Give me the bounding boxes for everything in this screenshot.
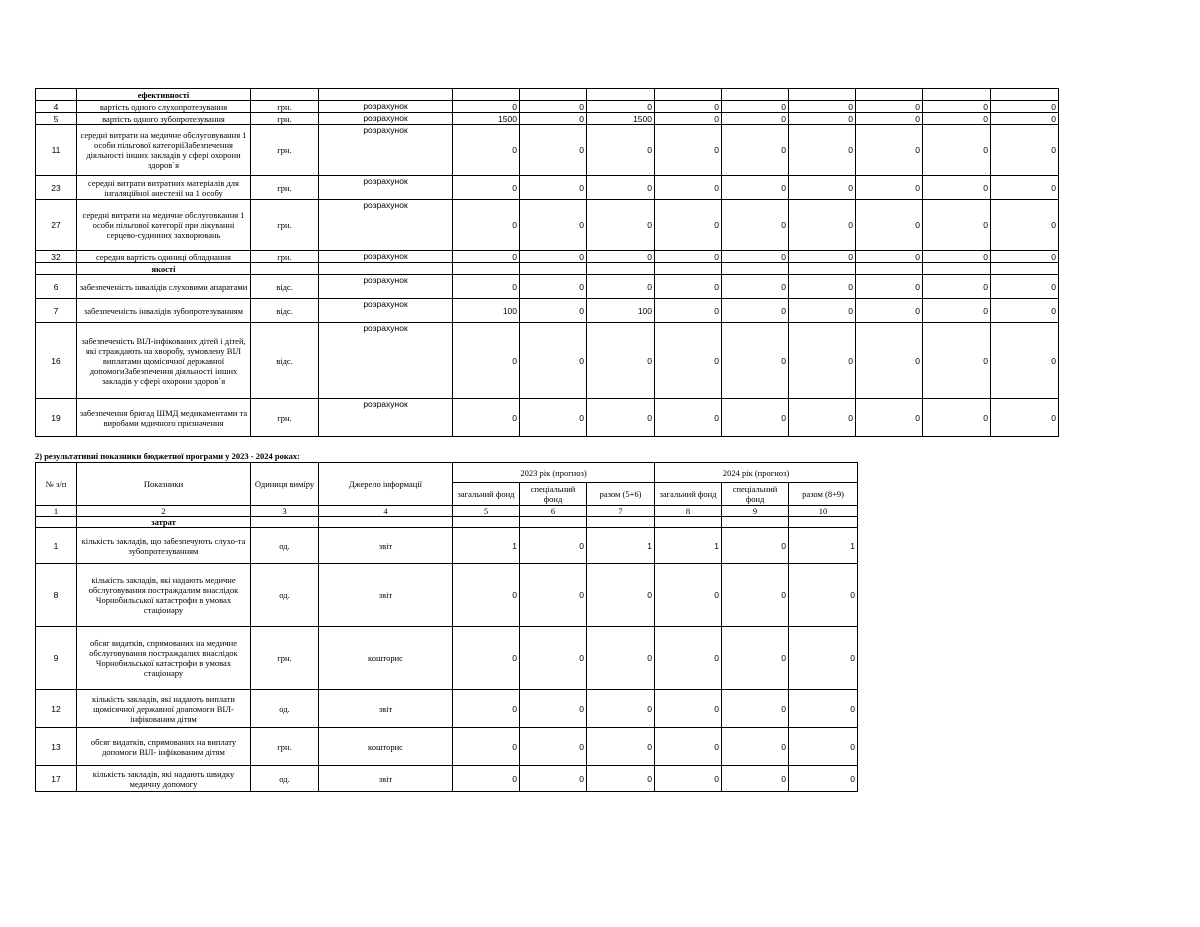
- value-cell: 0: [520, 113, 587, 125]
- value-cell: 0: [991, 200, 1059, 251]
- value-cell: 0: [789, 766, 858, 792]
- source-cell: розрахунок: [319, 323, 453, 399]
- row-number: 8: [36, 564, 77, 627]
- value-cell: 0: [722, 528, 789, 564]
- value-cell: 0: [453, 101, 520, 113]
- header-indicators: Показники: [77, 463, 251, 506]
- value-cell: 0: [453, 728, 520, 766]
- column-number: 1: [36, 506, 77, 517]
- table-row: [36, 766, 858, 792]
- value-cell: 0: [587, 200, 655, 251]
- header-unit: Одиниця виміру: [251, 463, 319, 506]
- row-number: 27: [36, 200, 77, 251]
- indicator-name: середні витрати на медичне обслуговування 1 особи пільгової категоріїЗабезпечення діяльності інших закладів у сфері охорони здоров`я: [77, 125, 251, 176]
- indicator-name: середні витрати на медичне обслуговкання 1 особи пільгової категорії при лікуванні серцево-судинних захворювань: [77, 200, 251, 251]
- empty-cell: [319, 263, 453, 275]
- value-cell: 0: [520, 275, 587, 299]
- value-cell: 0: [587, 251, 655, 263]
- row-number: 13: [36, 728, 77, 766]
- row-number: 17: [36, 766, 77, 792]
- value-cell: 0: [520, 690, 587, 728]
- empty-cell: [991, 89, 1059, 101]
- indicator-name: кількість закладів, які надають виплати щомісячної державної доапомоги ВІЛ-інфікованим дітям: [77, 690, 251, 728]
- source-cell: розрахунок: [319, 176, 453, 200]
- header-total-2024: разом (8+9): [789, 483, 858, 506]
- header-no: № з/п: [36, 463, 77, 506]
- value-cell: 0: [991, 399, 1059, 437]
- section-2-title: 2) результативні показники бюджетної програми у 2023 - 2024 роках:: [35, 451, 300, 461]
- column-number: 10: [789, 506, 858, 517]
- empty-cell: [923, 89, 991, 101]
- unit-cell: од.: [251, 690, 319, 728]
- value-cell: 0: [856, 251, 923, 263]
- value-cell: 0: [991, 125, 1059, 176]
- header-general-fund-2023: загальний фонд: [453, 483, 520, 506]
- value-cell: 0: [789, 275, 856, 299]
- value-cell: 0: [722, 200, 789, 251]
- table-row: [36, 176, 1059, 200]
- value-cell: 100: [453, 299, 520, 323]
- indicator-name: обсяг видатків, спрямованих на виплату допомоги ВІЛ- інфікованим дітям: [77, 728, 251, 766]
- table-row: [36, 528, 858, 564]
- unit-cell: грн.: [251, 101, 319, 113]
- value-cell: 0: [722, 125, 789, 176]
- empty-cell: [655, 89, 722, 101]
- source-cell: розрахунок: [319, 113, 453, 125]
- value-cell: 0: [789, 728, 858, 766]
- empty-cell: [251, 89, 319, 101]
- value-cell: 0: [923, 399, 991, 437]
- row-number: 19: [36, 399, 77, 437]
- value-cell: 0: [789, 399, 856, 437]
- value-cell: 0: [789, 564, 858, 627]
- indicator-name: середні витрати витратних матеріалів для інгаляційної анестезії на 1 особу: [77, 176, 251, 200]
- results-indicators-table: [35, 462, 858, 792]
- value-cell: 0: [991, 275, 1059, 299]
- empty-cell: [722, 89, 789, 101]
- column-number: 3: [251, 506, 319, 517]
- value-cell: 0: [856, 323, 923, 399]
- table-row: [36, 323, 1059, 399]
- source-cell: звіт: [319, 766, 453, 792]
- value-cell: 1500: [587, 113, 655, 125]
- empty-cell: [520, 89, 587, 101]
- value-cell: 0: [453, 766, 520, 792]
- unit-cell: грн.: [251, 113, 319, 125]
- value-cell: 0: [856, 101, 923, 113]
- empty-cell: [251, 263, 319, 275]
- row-number: 4: [36, 101, 77, 113]
- unit-cell: од.: [251, 564, 319, 627]
- empty-cell: [36, 263, 77, 275]
- section-row: [36, 263, 1059, 275]
- value-cell: 0: [520, 564, 587, 627]
- value-cell: 0: [453, 275, 520, 299]
- value-cell: 0: [655, 299, 722, 323]
- section-label: ефективності: [77, 89, 251, 101]
- unit-cell: грн.: [251, 399, 319, 437]
- value-cell: 0: [587, 399, 655, 437]
- header-source: Джерело інформації: [319, 463, 453, 506]
- row-number: 12: [36, 690, 77, 728]
- unit-cell: відс.: [251, 323, 319, 399]
- value-cell: 0: [520, 125, 587, 176]
- empty-cell: [789, 263, 856, 275]
- value-cell: 0: [722, 299, 789, 323]
- section-row: [36, 89, 1059, 101]
- table-row: [36, 113, 1059, 125]
- value-cell: 0: [520, 176, 587, 200]
- row-number: 1: [36, 528, 77, 564]
- row-number: 11: [36, 125, 77, 176]
- empty-cell: [520, 263, 587, 275]
- table-row: [36, 275, 1059, 299]
- value-cell: 0: [923, 101, 991, 113]
- value-cell: 1: [655, 528, 722, 564]
- value-cell: 0: [520, 627, 587, 690]
- empty-cell: [856, 263, 923, 275]
- column-number: 9: [722, 506, 789, 517]
- value-cell: 0: [991, 113, 1059, 125]
- value-cell: 0: [587, 101, 655, 113]
- value-cell: 0: [655, 766, 722, 792]
- value-cell: 0: [923, 299, 991, 323]
- unit-cell: грн.: [251, 125, 319, 176]
- empty-cell: [36, 89, 77, 101]
- value-cell: 100: [587, 299, 655, 323]
- header-general-fund-2024: загальний фонд: [655, 483, 722, 506]
- empty-cell: [587, 89, 655, 101]
- value-cell: 0: [520, 200, 587, 251]
- table-row: [36, 125, 1059, 176]
- value-cell: 0: [453, 564, 520, 627]
- value-cell: 0: [587, 323, 655, 399]
- source-cell: розрахунок: [319, 275, 453, 299]
- value-cell: 0: [655, 399, 722, 437]
- table-row: [36, 299, 1059, 323]
- value-cell: 0: [655, 176, 722, 200]
- indicator-name: середня вартість одиниці обладнання: [77, 251, 251, 263]
- source-cell: кошторис: [319, 627, 453, 690]
- value-cell: 0: [587, 176, 655, 200]
- table-row: [36, 101, 1059, 113]
- value-cell: 0: [655, 125, 722, 176]
- row-number: 7: [36, 299, 77, 323]
- table-row: [36, 399, 1059, 437]
- value-cell: 0: [789, 200, 856, 251]
- value-cell: 0: [722, 275, 789, 299]
- value-cell: 0: [587, 627, 655, 690]
- table-row: [36, 251, 1059, 263]
- value-cell: 0: [722, 766, 789, 792]
- value-cell: 0: [453, 399, 520, 437]
- value-cell: 0: [453, 323, 520, 399]
- value-cell: 0: [520, 251, 587, 263]
- value-cell: 0: [655, 728, 722, 766]
- indicator-name: забезпеченість інвалідів зубопротезуванням: [77, 299, 251, 323]
- indicators-table-continued: [35, 88, 1059, 437]
- value-cell: 0: [991, 323, 1059, 399]
- value-cell: 1: [453, 528, 520, 564]
- column-number: 5: [453, 506, 520, 517]
- indicator-name: вартість одного слухопротезування: [77, 101, 251, 113]
- empty-cell: [722, 263, 789, 275]
- value-cell: 0: [923, 125, 991, 176]
- table-row: [36, 564, 858, 627]
- value-cell: 0: [856, 275, 923, 299]
- value-cell: 0: [789, 101, 856, 113]
- source-cell: розрахунок: [319, 251, 453, 263]
- indicator-name: забезпеченість інвалідів слуховими апаратами: [77, 275, 251, 299]
- source-cell: розрахунок: [319, 125, 453, 176]
- value-cell: 0: [655, 323, 722, 399]
- header-year-2024: 2024 рік (прогноз): [655, 463, 858, 483]
- value-cell: 0: [789, 176, 856, 200]
- value-cell: 0: [722, 113, 789, 125]
- value-cell: 0: [722, 323, 789, 399]
- value-cell: 0: [789, 690, 858, 728]
- row-number: 23: [36, 176, 77, 200]
- header-year-2023: 2023 рік (прогноз): [453, 463, 655, 483]
- source-cell: звіт: [319, 564, 453, 627]
- value-cell: 0: [587, 125, 655, 176]
- value-cell: 0: [587, 728, 655, 766]
- indicator-name: кількість закладів, що забезпечують слухо-та зубопротезуванням: [77, 528, 251, 564]
- row-number: 16: [36, 323, 77, 399]
- indicator-name: забезпечення бригад ШМД медикаментами та виробами мдичного призначення: [77, 399, 251, 437]
- source-cell: кошторис: [319, 728, 453, 766]
- indicator-name: вартість одного зубопротезування: [77, 113, 251, 125]
- source-cell: розрахунок: [319, 399, 453, 437]
- value-cell: 0: [722, 690, 789, 728]
- empty-cell: [587, 263, 655, 275]
- column-number: 4: [319, 506, 453, 517]
- table-row: [36, 200, 1059, 251]
- section-row-costs: [36, 517, 858, 528]
- value-cell: 1: [587, 528, 655, 564]
- value-cell: 0: [520, 323, 587, 399]
- unit-cell: од.: [251, 766, 319, 792]
- source-cell: звіт: [319, 690, 453, 728]
- unit-cell: відс.: [251, 299, 319, 323]
- value-cell: 0: [453, 125, 520, 176]
- value-cell: 0: [722, 399, 789, 437]
- source-cell: звіт: [319, 528, 453, 564]
- value-cell: 0: [520, 766, 587, 792]
- row-number: 6: [36, 275, 77, 299]
- empty-cell: [453, 263, 520, 275]
- section-label: якості: [77, 263, 251, 275]
- unit-cell: од.: [251, 528, 319, 564]
- value-cell: 0: [453, 176, 520, 200]
- table-row: [36, 627, 858, 690]
- column-number: 7: [587, 506, 655, 517]
- value-cell: 0: [453, 200, 520, 251]
- value-cell: 0: [856, 200, 923, 251]
- value-cell: 0: [655, 627, 722, 690]
- empty-cell: [991, 263, 1059, 275]
- unit-cell: грн.: [251, 176, 319, 200]
- value-cell: 0: [520, 101, 587, 113]
- value-cell: 0: [789, 299, 856, 323]
- header-special-fund-2023: спеціальний фонд: [520, 483, 587, 506]
- value-cell: 0: [587, 690, 655, 728]
- value-cell: 0: [655, 251, 722, 263]
- value-cell: 0: [587, 564, 655, 627]
- source-cell: розрахунок: [319, 101, 453, 113]
- value-cell: 0: [453, 251, 520, 263]
- indicator-name: кількість закладів, які надають медичне обслуговування постраждалим внаслідок Чорнобильської катастрофи в умовах стаціонару: [77, 564, 251, 627]
- value-cell: 0: [722, 251, 789, 263]
- value-cell: 0: [655, 690, 722, 728]
- value-cell: 0: [520, 399, 587, 437]
- section-label: затрат: [77, 517, 251, 528]
- value-cell: 0: [655, 113, 722, 125]
- value-cell: 0: [453, 627, 520, 690]
- value-cell: 0: [520, 728, 587, 766]
- row-number: 5: [36, 113, 77, 125]
- value-cell: 0: [520, 299, 587, 323]
- value-cell: 0: [587, 766, 655, 792]
- unit-cell: грн.: [251, 251, 319, 263]
- value-cell: 0: [520, 528, 587, 564]
- value-cell: 0: [655, 564, 722, 627]
- value-cell: 0: [655, 275, 722, 299]
- value-cell: 0: [722, 728, 789, 766]
- value-cell: 0: [923, 275, 991, 299]
- value-cell: 0: [587, 275, 655, 299]
- value-cell: 0: [856, 399, 923, 437]
- value-cell: 1500: [453, 113, 520, 125]
- value-cell: 0: [856, 176, 923, 200]
- value-cell: 0: [991, 251, 1059, 263]
- value-cell: 0: [991, 176, 1059, 200]
- value-cell: 0: [923, 251, 991, 263]
- source-cell: розрахунок: [319, 299, 453, 323]
- value-cell: 0: [856, 125, 923, 176]
- value-cell: 0: [722, 176, 789, 200]
- value-cell: 0: [789, 113, 856, 125]
- unit-cell: грн.: [251, 728, 319, 766]
- header-total-2023: разом (5+6): [587, 483, 655, 506]
- header-special-fund-2024: спеціальний фонд: [722, 483, 789, 506]
- unit-cell: грн.: [251, 200, 319, 251]
- value-cell: 1: [789, 528, 858, 564]
- empty-cell: [923, 263, 991, 275]
- value-cell: 0: [655, 200, 722, 251]
- indicator-name: забезпеченість ВІЛ-інфікованих дітей і дітей, які страждають на хворобу, зумовлену ВІЛ виплатами щомісячної державної допомогиЗабезпечення діяльності інших закладів у сфері охорони здоров`я: [77, 323, 251, 399]
- empty-cell: [856, 89, 923, 101]
- value-cell: 0: [655, 101, 722, 113]
- row-number: 32: [36, 251, 77, 263]
- empty-cell: [789, 89, 856, 101]
- header-row-years: [36, 463, 858, 483]
- value-cell: 0: [923, 176, 991, 200]
- column-numbers-row: [36, 506, 858, 517]
- table-row: [36, 690, 858, 728]
- column-number: 6: [520, 506, 587, 517]
- value-cell: 0: [453, 690, 520, 728]
- value-cell: 0: [856, 299, 923, 323]
- column-number: 8: [655, 506, 722, 517]
- value-cell: 0: [991, 101, 1059, 113]
- value-cell: 0: [991, 299, 1059, 323]
- empty-cell: [655, 263, 722, 275]
- value-cell: 0: [789, 125, 856, 176]
- value-cell: 0: [722, 564, 789, 627]
- column-number: 2: [77, 506, 251, 517]
- empty-cell: [453, 89, 520, 101]
- indicator-name: кількість закладів, які надають швидку медичну допомогу: [77, 766, 251, 792]
- value-cell: 0: [789, 251, 856, 263]
- unit-cell: грн.: [251, 627, 319, 690]
- value-cell: 0: [923, 323, 991, 399]
- value-cell: 0: [789, 627, 858, 690]
- source-cell: розрахунок: [319, 200, 453, 251]
- indicator-name: обсяг видатків, спрямованих на медичне обслуговування постраждалих внаслідок Чорнобильської катастрофи в умовах стаціонару: [77, 627, 251, 690]
- value-cell: 0: [722, 101, 789, 113]
- value-cell: 0: [789, 323, 856, 399]
- value-cell: 0: [722, 627, 789, 690]
- empty-cell: [319, 89, 453, 101]
- value-cell: 0: [923, 200, 991, 251]
- unit-cell: відс.: [251, 275, 319, 299]
- table-row: [36, 728, 858, 766]
- row-number: 9: [36, 627, 77, 690]
- value-cell: 0: [856, 113, 923, 125]
- value-cell: 0: [923, 113, 991, 125]
